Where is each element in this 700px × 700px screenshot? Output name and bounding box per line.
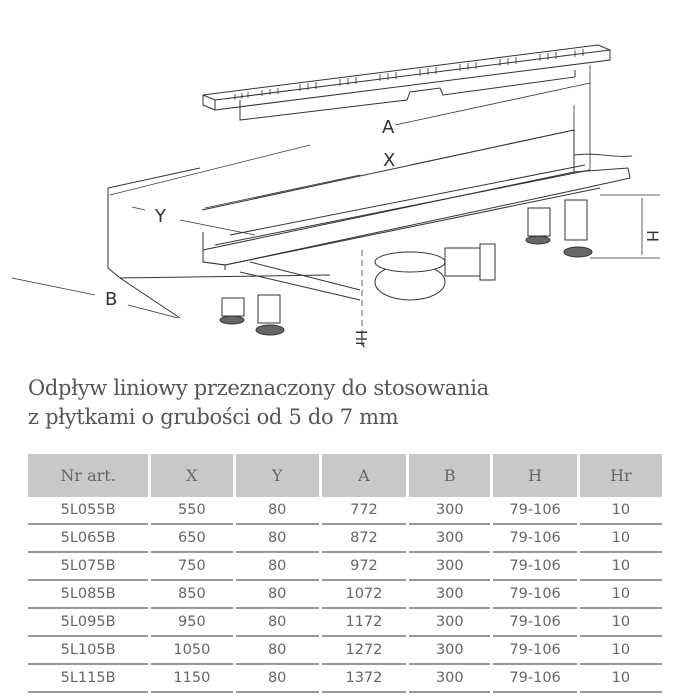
cell-y: 80: [236, 525, 319, 553]
dimension-label-y: Y: [155, 206, 166, 227]
cell-b: 300: [409, 609, 490, 637]
cell-a: 1172: [322, 609, 406, 637]
cell-nr-art: 5L055B: [28, 497, 148, 525]
cell-hr: 10: [580, 553, 662, 581]
dimension-label-hr: Hr: [352, 330, 370, 348]
cell-hr: 10: [580, 581, 662, 609]
cell-hr: 10: [580, 609, 662, 637]
product-description: [28, 374, 489, 432]
header-x: X: [151, 454, 232, 497]
cell-x: 850: [151, 581, 232, 609]
cell-nr-art: 5L065B: [28, 525, 148, 553]
title-line-1: Odpływ liniowy przeznaczony do stosowania: [28, 376, 489, 400]
cell-nr-art: 5L115B: [28, 665, 148, 693]
dimension-label-h: H: [643, 230, 662, 243]
cell-y: 80: [236, 581, 319, 609]
dimension-label-x: X: [383, 150, 396, 171]
cell-x: 750: [151, 553, 232, 581]
cell-nr-art: 5L075B: [28, 553, 148, 581]
table-row: [28, 581, 662, 609]
table-row: [28, 525, 662, 553]
header-hr: Hr: [580, 454, 662, 497]
cell-y: 80: [236, 665, 319, 693]
cell-x: 950: [151, 609, 232, 637]
cell-nr-art: 5L105B: [28, 637, 148, 665]
table-row: [28, 553, 662, 581]
cell-x: 650: [151, 525, 232, 553]
cell-b: 300: [409, 497, 490, 525]
cell-y: 80: [236, 553, 319, 581]
cell-hr: 10: [580, 497, 662, 525]
spec-table: [25, 454, 665, 693]
cell-h: 79-106: [493, 525, 576, 553]
table-header-row: [28, 454, 662, 497]
cell-b: 300: [409, 637, 490, 665]
title-line-2: z płytkami o grubości od 5 do 7 mm: [28, 405, 399, 429]
cell-a: 1372: [322, 665, 406, 693]
cell-y: 80: [236, 637, 319, 665]
dimension-label-b: B: [105, 289, 118, 310]
header-b: B: [409, 454, 490, 497]
cell-h: 79-106: [493, 665, 576, 693]
cell-a: 872: [322, 525, 406, 553]
cell-b: 300: [409, 581, 490, 609]
cell-h: 79-106: [493, 581, 576, 609]
cell-b: 300: [409, 665, 490, 693]
table-row: [28, 497, 662, 525]
cell-nr-art: 5L095B: [28, 609, 148, 637]
drain-grate: [203, 45, 610, 120]
cell-y: 80: [236, 609, 319, 637]
cell-hr: 10: [580, 665, 662, 693]
cell-hr: 10: [580, 525, 662, 553]
cell-x: 550: [151, 497, 232, 525]
cell-a: 1272: [322, 637, 406, 665]
cell-y: 80: [236, 497, 319, 525]
header-nr-art: Nr art.: [28, 454, 148, 497]
cell-x: 1150: [151, 665, 232, 693]
header-h: H: [493, 454, 576, 497]
header-a: A: [322, 454, 406, 497]
cell-b: 300: [409, 553, 490, 581]
cell-x: 1050: [151, 637, 232, 665]
table-row: [28, 665, 662, 693]
cell-a: 972: [322, 553, 406, 581]
cell-h: 79-106: [493, 609, 576, 637]
table-row: [28, 637, 662, 665]
cell-b: 300: [409, 525, 490, 553]
cell-a: 772: [322, 497, 406, 525]
cell-nr-art: 5L085B: [28, 581, 148, 609]
drain-channel: [108, 130, 632, 335]
dimension-label-a: A: [382, 117, 395, 138]
cell-h: 79-106: [493, 497, 576, 525]
header-y: Y: [236, 454, 319, 497]
cell-h: 79-106: [493, 553, 576, 581]
table-row: [28, 609, 662, 637]
cell-a: 1072: [322, 581, 406, 609]
cell-hr: 10: [580, 637, 662, 665]
cell-h: 79-106: [493, 637, 576, 665]
